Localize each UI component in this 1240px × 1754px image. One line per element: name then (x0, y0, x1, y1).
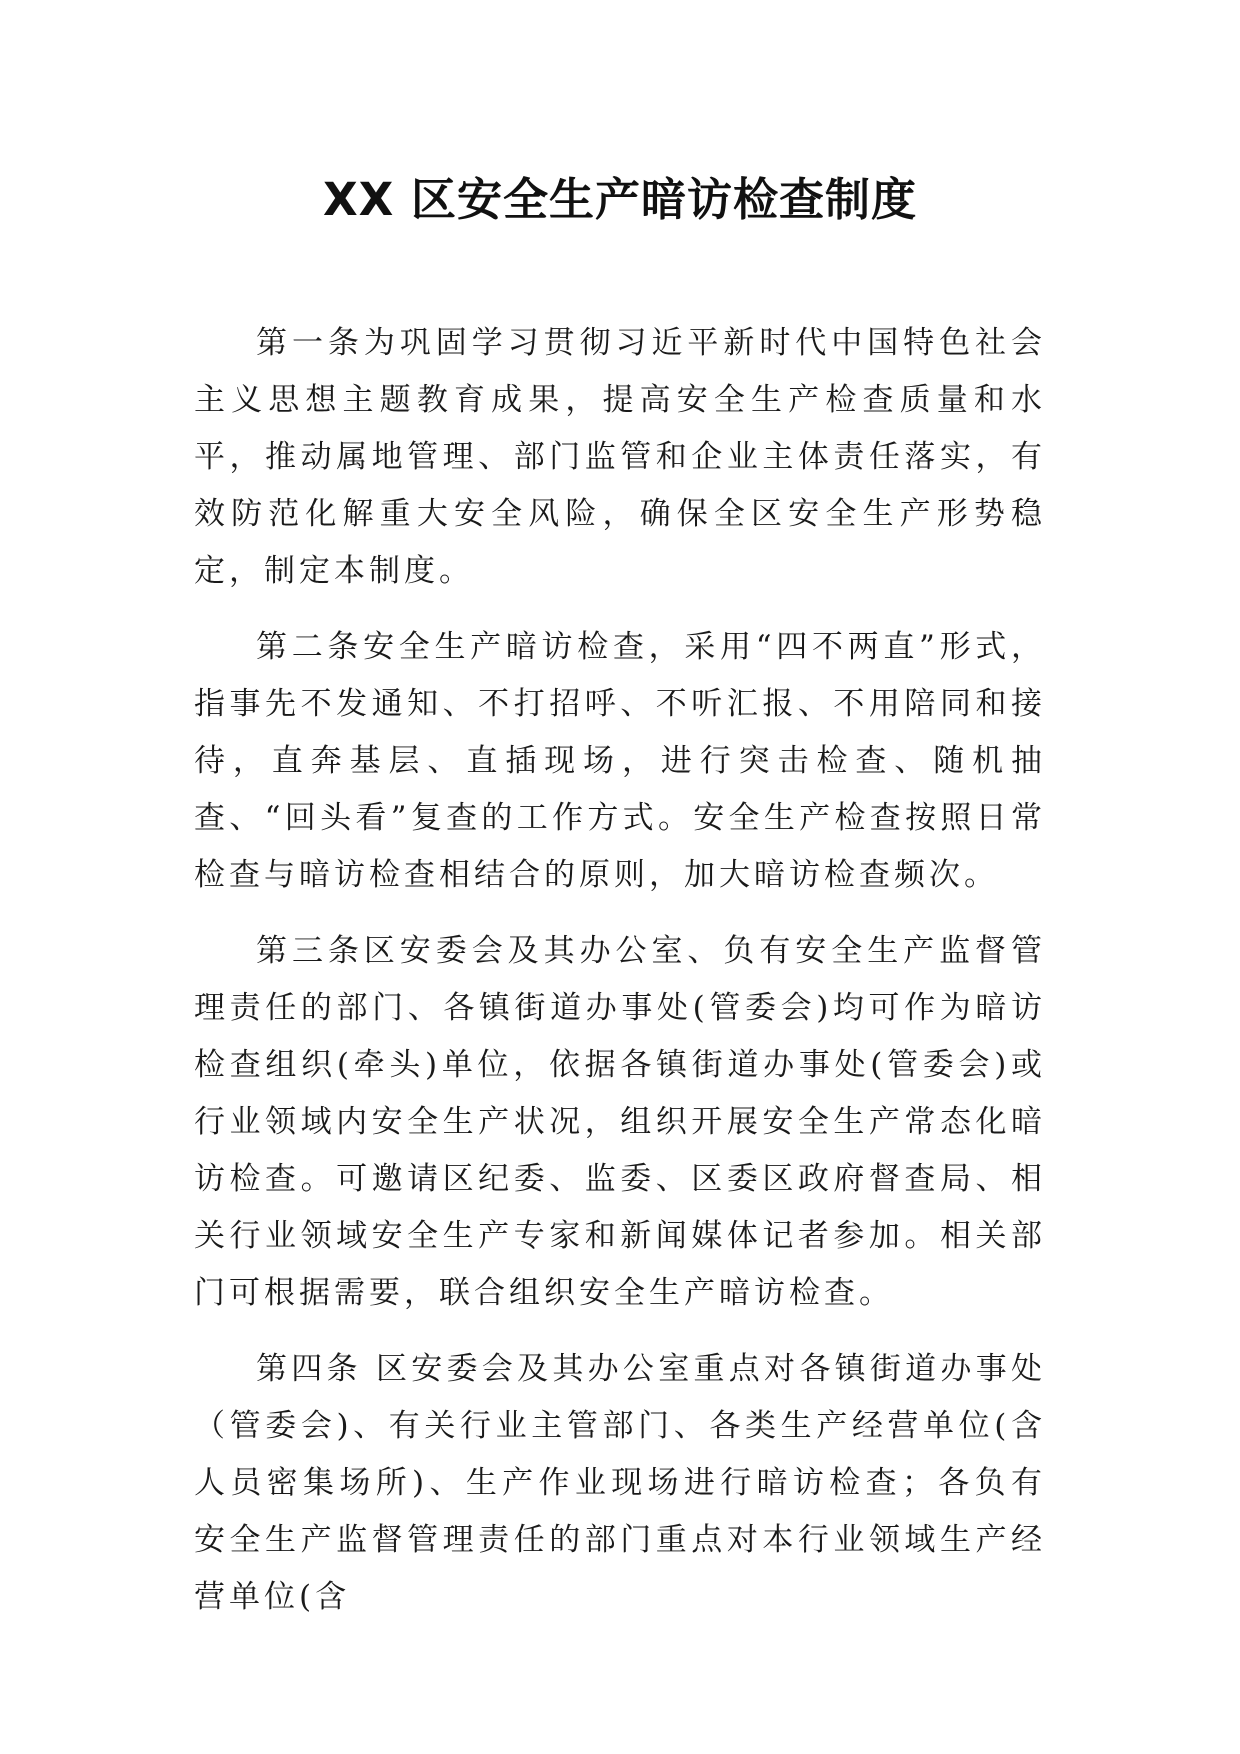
article-1: 第一条为巩固学习贯彻习近平新时代中国特色社会主义思想主题教育成果，提高安全生产检查质量和水平，推动属地管理、部门监管和企业主体责任落实，有效防范化解重大安全风险，确保全区安全生产形势稳定，制定本制度。 (194, 325, 1046, 589)
article-2: 第二条安全生产暗访检查，采用“四不两直”形式，指事先不发通知、不打招呼、不听汇报、不用陪同和接待，直奔基层、直插现场，进行突击检查、随机抽查、“回头看”复查的工作方式。安全生产检查按照日常检查与暗访检查相结合的原则，加大暗访检查频次。 (194, 629, 1046, 893)
document-body (194, 315, 1046, 1645)
article-4: 第四条 区安委会及其办公室重点对各镇街道办事处（管委会)、有关行业主管部门、各类生产经营单位(含人员密集场所)、生产作业现场进行暗访检查；各负有安全生产监督管理责任的部门重点对本行业领域生产经营单位(含 (194, 1351, 1046, 1615)
document-title: XX 区安全生产暗访检查制度 (322, 173, 918, 226)
article-3: 第三条区安委会及其办公室、负有安全生产监督管理责任的部门、各镇街道办事处(管委会)均可作为暗访检查组织(牵头)单位，依据各镇街道办事处(管委会)或行业领域内安全生产状况，组织开展安全生产常态化暗访检查。可邀请区纪委、监委、区委区政府督查局、相关行业领域安全生产专家和新闻媒体记者参加。相关部门可根据需要，联合组织安全生产暗访检查。 (194, 933, 1046, 1311)
